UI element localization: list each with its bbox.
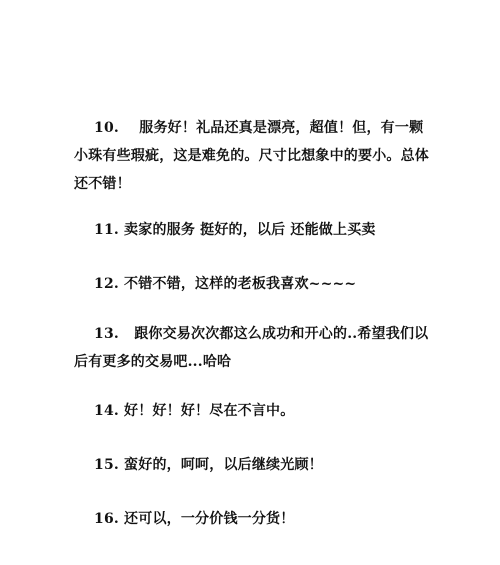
item-text: 卖家的服务 挺好的，以后 还能做上买卖 [124,222,376,238]
item-text: 跟你交易次次都这么成功和开心的..希望我们以后有更多的交易吧...哈哈 [74,326,429,370]
item-text: 好！好！好！尽在不言中。 [124,403,295,419]
list-item [74,397,434,425]
list-item [74,320,434,376]
list-item [74,114,434,198]
item-number: 12. [94,276,119,292]
item-text: 不错不错，这样的老板我喜欢~~~~ [124,276,357,292]
list-item [74,505,434,533]
list-item [74,451,434,479]
list-item [74,270,434,298]
item-number: 11. [94,222,119,238]
item-number: 13. [94,326,119,342]
item-text: 服务好！礼品还真是漂亮，超值！但，有一颗小珠有些瑕疵，这是难免的。尺寸比想象中的要小。总体还不错！ [74,120,429,192]
item-text: 还可以，一分价钱一分货！ [124,511,295,527]
list-item [74,216,434,244]
item-text: 蛮好的，呵呵，以后继续光顾！ [124,457,323,473]
item-number: 16. [94,511,119,527]
item-number: 14. [94,403,119,419]
item-number: 15. [94,457,119,473]
item-number: 10. [94,120,119,136]
